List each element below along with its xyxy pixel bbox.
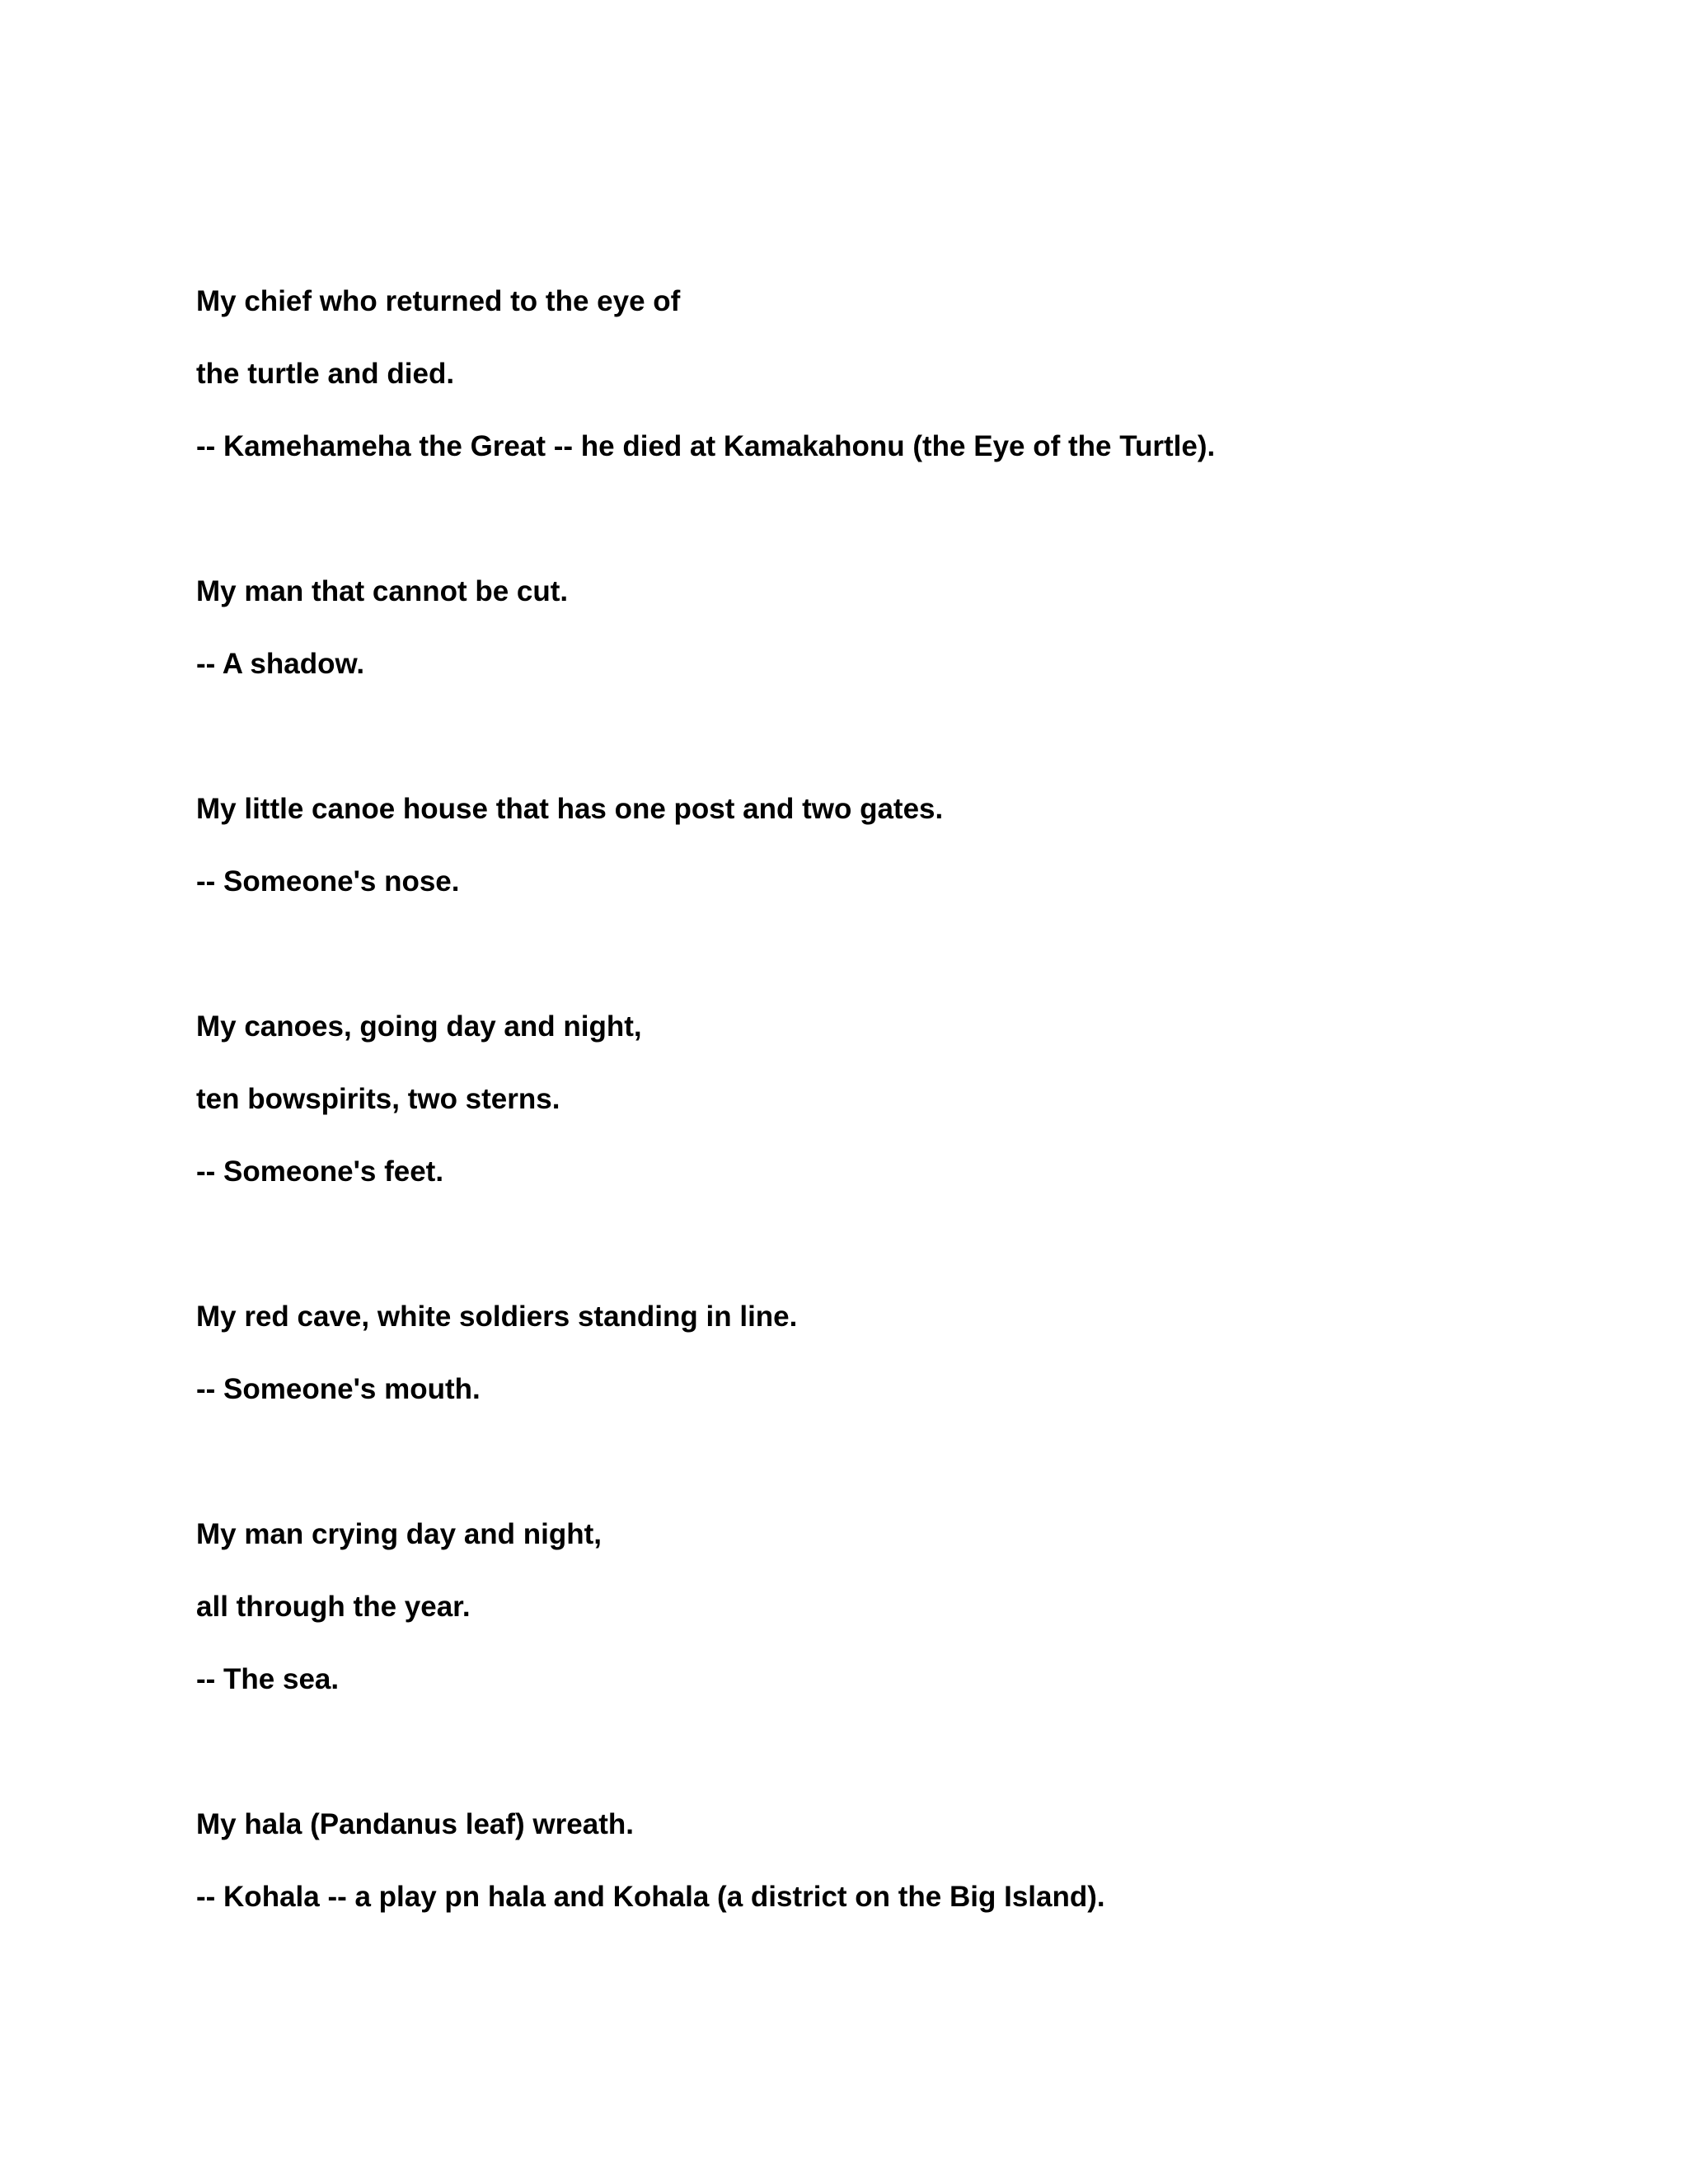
riddle-line: My hala (Pandanus leaf) wreath. (196, 1808, 634, 1840)
riddle-answer: -- A shadow. (196, 648, 365, 680)
riddle-line: My red cave, white soldiers standing in line. (196, 1301, 798, 1333)
riddle-answer: -- The sea. (196, 1663, 340, 1695)
riddle-list (196, 265, 1556, 2006)
riddle-item (196, 555, 1556, 701)
riddle-line: My little canoe house that has one post and two gates. (196, 793, 944, 825)
riddle-item (196, 265, 1556, 483)
riddle-line: My chief who returned to the eye of (196, 285, 681, 317)
riddle-line: My man crying day and night, (196, 1518, 603, 1550)
riddle-answer: -- Kohala -- a play pn hala and Kohala (a district on the Big Island). (196, 1881, 1105, 1913)
riddle-line: all through the year. (196, 1591, 471, 1623)
riddle-answer: -- Kamehameha the Great -- he died at Kamakahonu (the Eye of the Turtle). (196, 430, 1216, 462)
riddle-item (196, 1788, 1556, 1933)
riddle-line: ten bowspirits, two sterns. (196, 1083, 560, 1115)
riddle-line: the turtle and died. (196, 358, 455, 390)
riddle-item (196, 991, 1556, 1208)
riddle-line: My canoes, going day and night, (196, 1010, 642, 1043)
riddle-answer: -- Someone's mouth. (196, 1373, 481, 1405)
riddle-item (196, 1498, 1556, 1716)
riddle-answer: -- Someone's feet. (196, 1155, 444, 1188)
riddle-answer: -- Someone's nose. (196, 865, 460, 898)
riddle-item (196, 773, 1556, 918)
riddle-line: My man that cannot be cut. (196, 575, 569, 607)
riddle-item (196, 1281, 1556, 1426)
